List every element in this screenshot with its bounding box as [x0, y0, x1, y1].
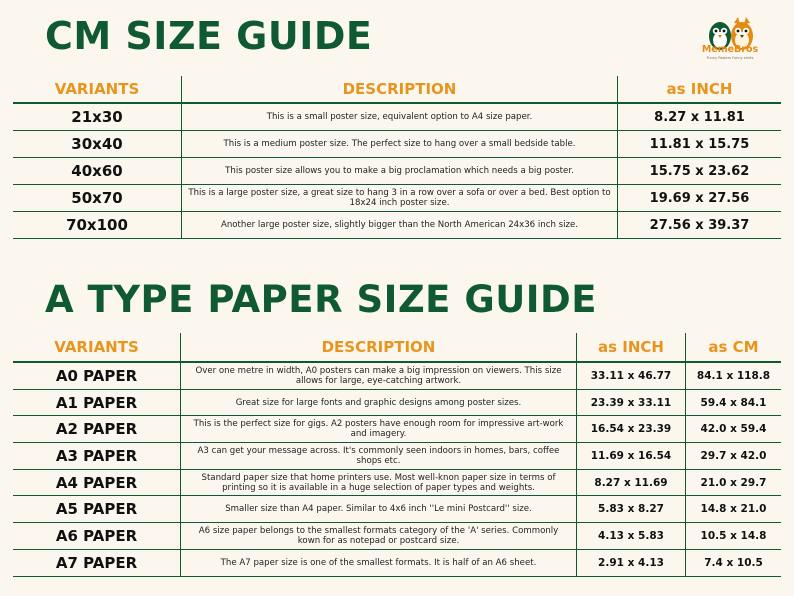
inch-cell: 4.13 x 5.83	[576, 523, 685, 549]
description-cell: Standard paper size that home printers use. Most well-knon paper size in terms of printing so it is available in a huge selection of paper types and weights.	[180, 470, 576, 496]
cm-size-table	[13, 76, 781, 239]
inch-cell: 33.11 x 46.77	[576, 363, 685, 389]
inch-cell: 27.56 x 39.37	[617, 212, 781, 238]
variant-cell: A4 PAPER	[55, 473, 138, 492]
table-row	[13, 416, 781, 443]
header-cm: as CM	[685, 333, 781, 361]
description-cell: This is a large poster size, a great size to hang 3 in a row over a sofa or over a bed. Best option to 18x24 inch poster size.	[181, 185, 617, 211]
inch-cell: 19.69 x 27.56	[617, 185, 781, 211]
variant-cell: A6 PAPER	[55, 526, 138, 545]
variant-cell: A7 PAPER	[55, 553, 138, 572]
table-row	[13, 550, 781, 577]
inch-cell: 16.54 x 23.39	[576, 416, 685, 442]
cm-cell: 59.4 x 84.1	[685, 390, 781, 416]
cm-cell: 10.5 x 14.8	[685, 523, 781, 549]
variant-cell: A5 PAPER	[55, 500, 138, 519]
description-cell: Smaller size than A4 paper. Similar to 4x6 inch ''Le mini Postcard'' size.	[180, 496, 576, 522]
table-row	[13, 104, 781, 131]
header-inch: as INCH	[617, 76, 781, 102]
cm-cell: 7.4 x 10.5	[685, 550, 781, 576]
variant-cell: 40x60	[71, 162, 123, 180]
inch-cell: 5.83 x 8.27	[576, 496, 685, 522]
table-row	[13, 523, 781, 550]
table-row	[13, 470, 781, 497]
description-cell: This is the perfect size for gigs. A2 posters have enough room for impressive art-work and imagery.	[180, 416, 576, 442]
inch-cell: 8.27 x 11.69	[576, 470, 685, 496]
table-row	[13, 131, 781, 158]
variant-cell: A3 PAPER	[55, 446, 138, 465]
description-cell: A3 can get your message across. It's commonly seen indoors in homes, bars, coffee shops etc.	[180, 443, 576, 469]
inch-cell: 23.39 x 33.11	[576, 390, 685, 416]
table-row	[13, 443, 781, 470]
variant-cell: 70x100	[66, 216, 128, 234]
description-cell: This is a medium poster size. The perfect size to hang over a small bedside table.	[181, 131, 617, 157]
description-cell: Over one metre in width, A0 posters can make a big impression on viewers. This size allows for large, eye-catching artwork.	[180, 363, 576, 389]
table-row	[13, 158, 781, 185]
brand-name: MemeBros	[701, 44, 759, 55]
header-description: DESCRIPTION	[180, 333, 576, 361]
cm-cell: 29.7 x 42.0	[685, 443, 781, 469]
cm-cell: 84.1 x 118.8	[685, 363, 781, 389]
description-cell: Great size for large fonts and graphic designs among poster sizes.	[180, 390, 576, 416]
table-row	[13, 496, 781, 523]
cm-size-guide-title: CM SIZE GUIDE	[45, 14, 373, 58]
header-variants: VARIANTS	[54, 338, 139, 356]
variant-cell: 50x70	[71, 189, 123, 207]
description-cell: A6 size paper belongs to the smallest formats category of the 'A' series. Commonly kown for as notepad or postcard size.	[180, 523, 576, 549]
header-variants: VARIANTS	[54, 80, 140, 98]
table-header-row	[13, 333, 781, 363]
cm-cell: 42.0 x 59.4	[685, 416, 781, 442]
variant-cell: 21x30	[71, 108, 123, 126]
inch-cell: 11.81 x 15.75	[617, 131, 781, 157]
brand-tagline: Funny Posters Funny shirts	[706, 56, 754, 60]
a-type-size-table	[13, 333, 781, 577]
cm-cell: 21.0 x 29.7	[685, 470, 781, 496]
table-row	[13, 185, 781, 212]
header-inch: as INCH	[576, 333, 685, 361]
description-cell: This poster size allows you to make a big proclamation which needs a big poster.	[181, 158, 617, 184]
variant-cell: A1 PAPER	[55, 393, 138, 412]
variant-cell: A0 PAPER	[55, 366, 138, 385]
header-description: DESCRIPTION	[181, 76, 617, 102]
table-row	[13, 363, 781, 390]
a-type-paper-size-guide-title: A TYPE PAPER SIZE GUIDE	[45, 278, 598, 321]
description-cell: Another large poster size, slightly bigger than the North American 24x36 inch size.	[181, 212, 617, 238]
variant-cell: 30x40	[71, 135, 123, 153]
table-header-row	[13, 76, 781, 104]
description-cell: The A7 paper size is one of the smallest formats. It is half of an A6 sheet.	[180, 550, 576, 576]
variant-cell: A2 PAPER	[55, 420, 138, 439]
cm-cell: 14.8 x 21.0	[685, 496, 781, 522]
description-cell: This is a small poster size, equivalent option to A4 size paper.	[181, 104, 617, 130]
table-row	[13, 212, 781, 239]
inch-cell: 8.27 x 11.81	[617, 104, 781, 130]
inch-cell: 2.91 x 4.13	[576, 550, 685, 576]
inch-cell: 15.75 x 23.62	[617, 158, 781, 184]
table-row	[13, 390, 781, 417]
inch-cell: 11.69 x 16.54	[576, 443, 685, 469]
